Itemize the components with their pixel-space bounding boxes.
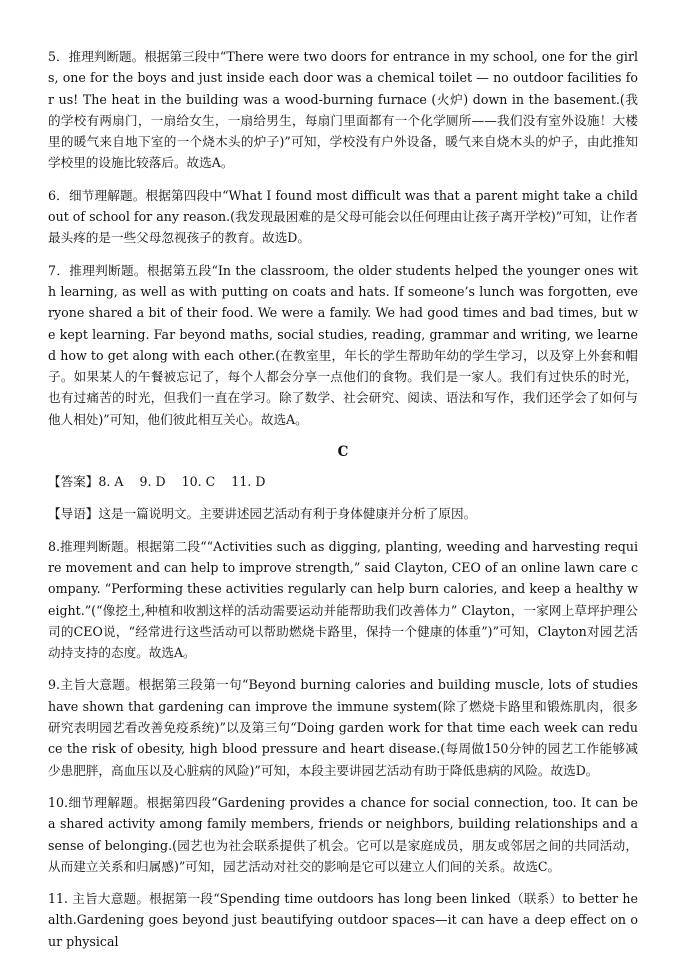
explanation-q7: 7．推理判断题。根据第五段“In the classroom, the older students helped the younger ones with learning, as well as with putting on coats and hats. If someone’s lunch was forgotten, everyone shared a bit of their food. We were a family. We had good times and bad times, but we kept learning. Far beyond maths, social studies, reading, grammar and writing, we learned how to get along with each other.(在教室里，年长的学生帮助年幼的学生学习，以及穿上外套和帽子。如果某人的午餐被忘记了，每个人都会分享一点他们的食物。我们是一家人。我们有过快乐的时光，也有过痛苦的时光，但我们一直在学习。除了数学、社会研究、阅读、语法和写作，我们还学会了如何与他人相处)”可知，他们彼此相互关心。故选A。 bbox=[48, 262, 638, 427]
explanation-q11: 11. 主旨大意题。根据第一段“Spending time outdoors has long been linked（联系）to better health.Gardening goes beyond just beautifying outdoor spaces—it can have a deep effect on our physical bbox=[48, 891, 638, 949]
answer-values: 8. A 9. D 10. C 11. D bbox=[98, 474, 266, 490]
answer-line bbox=[48, 471, 638, 492]
answer-label: 【答案】 bbox=[48, 474, 99, 490]
section-heading-c: C bbox=[337, 444, 349, 461]
explanation-q10: 10.细节理解题。根据第四段“Gardening provides a chance for social connection, too. It can be a shared activity among family members, friends or neighbors, building relationships and a sense of belonging.(园艺也为社会联系提供了机会。它可以是家庭成员，朋友或邻居之间的共同活动，从而建立关系和归属感)”可知，园艺活动对社交的影响是它可以建立人们间的关系。故选C。 bbox=[48, 794, 638, 874]
explanation-q6: 6．细节理解题。根据第四段中“What I found most difficult was that a parent might take a child out of school for any reason.(我发现最困难的是父母可能会以任何理由让孩子离开学校)”可知，让作者最头疼的是一些父母忽视孩子的教育。故选D。 bbox=[48, 187, 638, 246]
explanation-q5: 5．推理判断题。根据第三段中“There were two doors for entrance in my school, one for the girls, one for the boys and just inside each door was a chemical toilet — no outdoor facilities for us! The heat in the building was a wood-burning furnace (火炉) down in the basement.(我的学校有两扇门，一扇给女生，一扇给男生，每扇门里面都有一个化学厕所——我们没有室外设施！大楼里的暖气来自地下室的一个烧木头的炉子)”可知，学校没有户外设备，暖气来自烧木头的炉子，由此推知学校里的设施比较落后。故选A。 bbox=[48, 49, 638, 171]
explanation-q9: 9.主旨大意题。根据第三段第一句“Beyond burning calories and building muscle, lots of studies have shown that gardening can improve the immune system(除了燃烧卡路里和锻炼肌肉，很多研究表明园艺看改善免疫系统)”以及第三句“Doing garden work for that time each week can reduce the risk of obesity, high blood pressure and heart disease.(每周做150分钟的园艺工作能够减少患肥胖，高血压以及心脏病的风险)”可知，本段主要讲园艺活动有助于降低患病的风险。故选D。 bbox=[48, 677, 638, 778]
guide-line: 【导语】这是一篇说明文。主要讲述园艺活动有利于身体健康并分析了原因。 bbox=[48, 506, 477, 522]
explanation-q8: 8.推理判断题。根据第二段““Activities such as digging, planting, weeding and harvesting require movement and can help to improve strength,” said Clayton, CEO of an online lawn care company. “Performing these activities regularly can help burn calories, and keep a healthy weight.”(“像挖土,种植和收割这样的活动需要运动并能帮助我们改善体力” Clayton，一家网上草坪护理公司的CEO说，“经常进行这些活动可以帮助燃烧卡路里，保持一个健康的体重”)”可知，Clayton对园艺活动持支持的态度。故选A。 bbox=[48, 538, 638, 661]
